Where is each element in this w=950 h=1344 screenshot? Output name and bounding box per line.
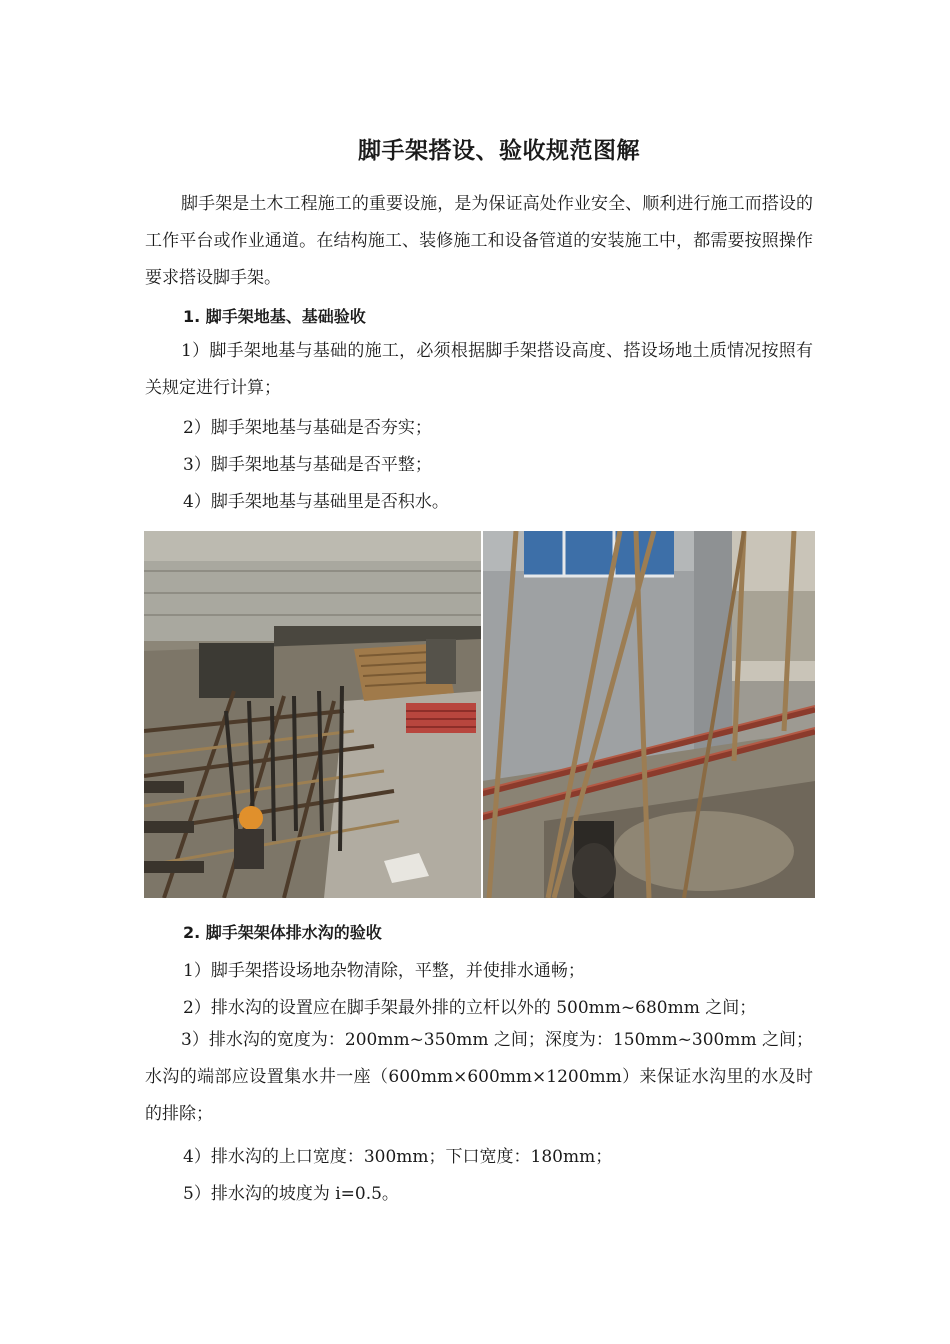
site-photo xyxy=(144,531,815,898)
section-1-item-2: 2）脚手架地基与基础是否夯实； xyxy=(183,418,432,438)
document-title: 脚手架搭设、验收规范图解 xyxy=(358,138,640,164)
section-2-item-4: 4）排水沟的上口宽度：300mm；下口宽度：180mm； xyxy=(183,1147,613,1167)
right-photo xyxy=(482,531,815,898)
section-1-item-3: 3）脚手架地基与基础是否平整； xyxy=(183,455,432,475)
section-1-item-1: 1）脚手架地基与基础的施工，必须根据脚手架搭设高度、搭设场地土质情况按照有关规定进行计算； xyxy=(145,341,813,398)
section-1-item-4: 4）脚手架地基与基础里是否积水。 xyxy=(183,492,449,512)
site-photo-svg xyxy=(144,531,815,898)
section-1-heading: 1. 脚手架地基、基础验收 xyxy=(183,307,366,326)
left-photo xyxy=(144,531,482,898)
section-2-heading: 2. 脚手架架体排水沟的验收 xyxy=(183,923,382,942)
section-2-item-5: 5）排水沟的坡度为 i=0.5。 xyxy=(183,1184,399,1204)
intro-paragraph: 脚手架是土木工程施工的重要设施，是为保证高处作业安全、顺利进行施工而搭设的工作平台或作业通道。在结构施工、装修施工和设备管道的安装施工中，都需要按照操作要求搭设脚手架。 xyxy=(145,194,813,288)
section-2-item-1: 1）脚手架搭设场地杂物清除，平整，并使排水通畅； xyxy=(183,961,585,981)
section-2-item-3: 3）排水沟的宽度为：200mm~350mm 之间；深度为：150mm~300mm 之间；水沟的端部应设置集水井一座（600mm×600mm×1200mm）来保证水沟里的水及时的排除； xyxy=(145,1030,813,1124)
section-2-item-2: 2）排水沟的设置应在脚手架最外排的立杆以外的 500mm~680mm 之间； xyxy=(183,998,757,1018)
